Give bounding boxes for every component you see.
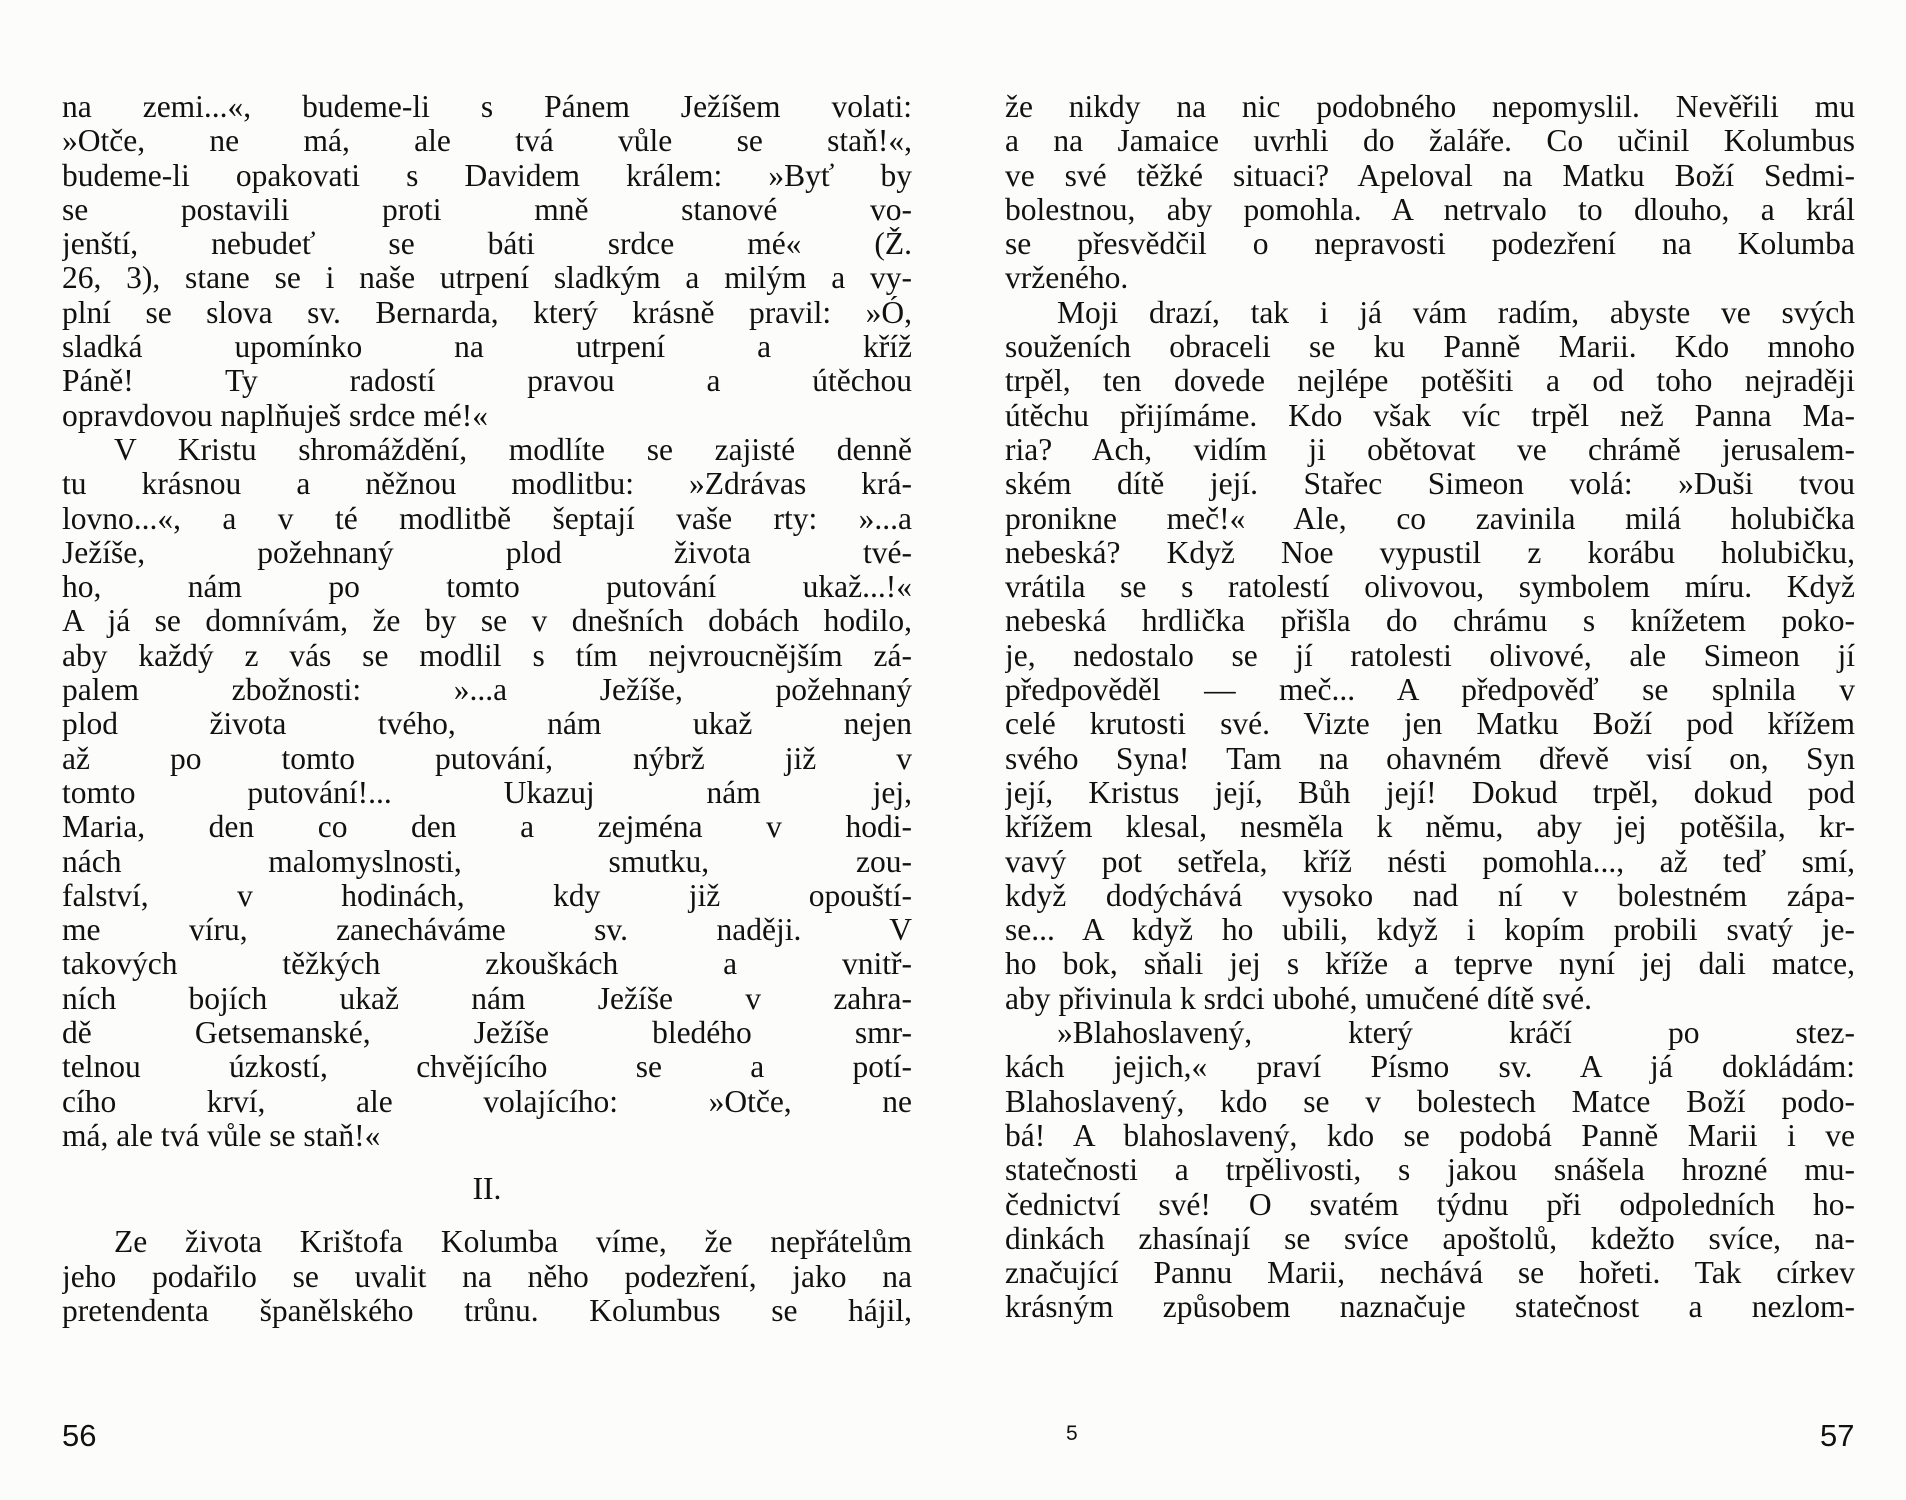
text-line: dinkách zhasínají se svíce apoštolů, kdežto svíce, na-: [1005, 1221, 1855, 1256]
text-line: ho, nám po tomto putování ukaž...!«: [62, 570, 912, 605]
text-line: souženích obraceli se ku Panně Marii. Kdo mnoho: [1005, 330, 1855, 365]
text-line: krásným způsobem naznačuje statečnost a nezlom-: [1005, 1290, 1855, 1325]
text-line: ních bojích ukaž nám Ježíše v zahra-: [62, 981, 912, 1016]
text-line: její, Kristus její, Bůh její! Dokud trpěl, dokud pod: [1005, 775, 1855, 810]
text-line: nebeská? Když Noe vypustil z korábu holubičku,: [1005, 535, 1855, 570]
text-line: takových těžkých zkouškách a vnitř-: [62, 947, 912, 982]
text-line: »Blahoslavený, který kráčí po stez-: [1057, 1016, 1855, 1051]
text-line: když dodýchává vysoko nad ní v bolestném zápa-: [1005, 878, 1855, 913]
page-number-left: 56: [62, 1418, 97, 1453]
text-line: plní se slova sv. Bernarda, který krásně pravil: »Ó,: [62, 295, 912, 330]
text-line: falství, v hodinách, kdy již opouští-: [62, 878, 912, 913]
text-line: Páně! Ty radostí pravou a útěchou: [62, 364, 912, 399]
text-line: svého Syna! Tam na ohavném dřevě visí on, Syn: [1005, 741, 1855, 776]
text-line: pretendenta španělského trůnu. Kolumbus se hájil,: [62, 1293, 912, 1328]
text-line: A já se domnívám, že by se v dnešních dobách hodilo,: [62, 604, 912, 639]
text-line: nebeská hrdlička přišla do chrámu s knížetem poko-: [1005, 604, 1855, 639]
text-line: tomto putování!... Ukazuj nám jej,: [62, 775, 912, 810]
text-line: ho bok, sňali jej s kříže a teprve nyní jej dali matce,: [1005, 947, 1855, 982]
text-line: že nikdy na nic podobného nepomyslil. Nevěřili mu: [1005, 90, 1855, 124]
text-line: tu krásnou a něžnou modlitbu: »Zdrávas krá-: [62, 467, 912, 502]
text-line: me víru, zanecháváme sv. naději. V: [62, 913, 912, 948]
text-line: statečnosti a trpělivosti, s jakou snášela hrozné mu-: [1005, 1153, 1855, 1188]
signature-mark: 5: [1066, 1422, 1078, 1445]
text-line: trpěl, ten dovede nejlépe potěšiti a od toho nejraději: [1005, 364, 1855, 399]
text-line: aby každý z vás se modlil s tím nejvroucnějším zá-: [62, 638, 912, 673]
text-line: a na Jamaice uvrhli do žaláře. Co učinil Kolumbus: [1005, 124, 1855, 159]
page-number-right: 57: [1820, 1418, 1855, 1453]
text-line: 26, 3), stane se i naše utrpení sladkým a milým a vy-: [62, 261, 912, 296]
text-line: jenští, nebudeť se báti srdce mé« (Ž.: [62, 227, 912, 262]
text-line: bolestnou, aby pomohla. A netrvalo to dlouho, a král: [1005, 192, 1855, 227]
text-line: Maria, den co den a zejména v hodi-: [62, 810, 912, 845]
text-line: je, nedostalo se jí ratolesti olivové, ale Simeon jí: [1005, 638, 1855, 673]
text-line: na zemi...«, budeme-li s Pánem Ježíšem volati:: [62, 90, 912, 124]
text-line: cího krví, ale volajícího: »Otče, ne: [62, 1084, 912, 1119]
text-line: Blahoslavený, kdo se v bolestech Matce Boží podo-: [1005, 1084, 1855, 1119]
text-line: Ježíše, požehnaný plod života tvé-: [62, 535, 912, 570]
text-line: se přesvědčil o nepravosti podezření na Kolumba: [1005, 227, 1855, 262]
text-line: ria? Ach, vidím ji obětovat ve chrámě jerusalem-: [1005, 432, 1855, 467]
text-line: pronikne meč!« Ale, co zavinila milá holubička: [1005, 501, 1855, 536]
text-line: Moji drazí, tak i já vám radím, abyste ve svých: [1057, 295, 1855, 330]
text-line: značující Pannu Marii, nechává se hořeti. Tak církev: [1005, 1256, 1855, 1291]
text-line: se... A když ho ubili, když i kopím probili svatý je-: [1005, 913, 1855, 948]
text-line: ském dítě její. Stařec Simeon volá: »Duši tvou: [1005, 467, 1855, 502]
text-line: křížem klesal, nesměla k němu, aby jej potěšila, kr-: [1005, 810, 1855, 845]
text-line: má, ale tvá vůle se staň!«: [62, 1118, 381, 1153]
text-line: celé krutosti své. Vizte jen Matku Boží pod křížem: [1005, 707, 1855, 742]
right-page: [1005, 90, 1855, 1325]
text-line: lovno...«, a v té modlitbě šeptají vaše rty: »...a: [62, 501, 912, 536]
text-line: kách jejich,« praví Písmo sv. A já dokládám:: [1005, 1050, 1855, 1085]
text-line: Ze života Krištofa Kolumba víme, že nepřátelům: [114, 1225, 912, 1260]
left-page: [62, 90, 912, 1328]
text-line: čednictví své! O svatém týdnu při odpoledních ho-: [1005, 1187, 1855, 1222]
text-line: útěchu přijímáme. Kdo však víc trpěl než Panna Ma-: [1005, 398, 1855, 433]
text-line: bá! A blahoslavený, kdo se podobá Panně Marii i ve: [1005, 1118, 1855, 1153]
text-line: jeho podařilo se uvalit na něho podezření, jako na: [62, 1259, 912, 1294]
text-line: vrženého.: [1005, 261, 1129, 296]
section-heading: II.: [472, 1171, 502, 1207]
text-line: »Otče, ne má, ale tvá vůle se staň!«,: [62, 124, 912, 159]
text-line: V Kristu shromáždění, modlíte se zajisté denně: [114, 432, 912, 467]
text-line: opravdovou naplňuješ srdce mé!«: [62, 398, 489, 433]
text-line: vrátila se s ratolestí olivovou, symbolem míru. Když: [1005, 570, 1855, 605]
text-line: aby přivinula k srdci ubohé, umučené dítě své.: [1005, 981, 1592, 1016]
text-line: telnou úzkostí, chvějícího se a potí-: [62, 1050, 912, 1085]
text-line: se postavili proti mně stanové vo-: [62, 192, 912, 227]
text-line: dě Getsemanské, Ježíše bledého smr-: [62, 1016, 912, 1051]
text-line: plod života tvého, nám ukaž nejen: [62, 707, 912, 742]
text-line: nách malomyslnosti, smutku, zou-: [62, 844, 912, 879]
text-line: vavý pot setřela, kříž nésti pomohla..., až teď smí,: [1005, 844, 1855, 879]
text-line: až po tomto putování, nýbrž již v: [62, 741, 912, 776]
text-line: sladká upomínko na utrpení a kříž: [62, 330, 912, 365]
text-line: ve své těžké situaci? Apeloval na Matku Boží Sedmi-: [1005, 158, 1855, 193]
text-line: palem zbožnosti: »...a Ježíše, požehnaný: [62, 673, 912, 708]
text-line: předpověděl — meč... A předpověď se splnila v: [1005, 673, 1855, 708]
text-line: budeme-li opakovati s Davidem králem: »Byť by: [62, 158, 912, 193]
